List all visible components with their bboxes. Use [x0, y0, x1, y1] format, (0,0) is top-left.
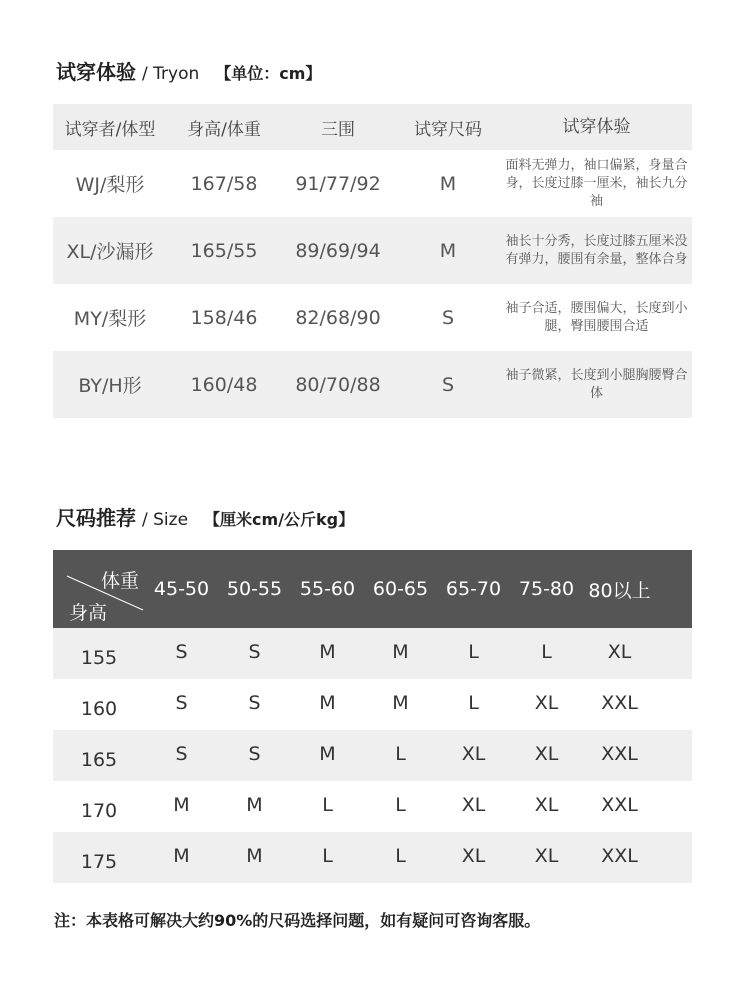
tryon-header-height-weight: 身高/体重	[187, 119, 261, 140]
size-value: S	[175, 742, 188, 765]
size-value: M	[173, 793, 190, 816]
size-unit: 【厘米cm/公斤kg】	[204, 510, 355, 529]
tryon-person: XL/沙漏形	[66, 241, 154, 263]
size-table	[53, 550, 692, 883]
corner-height-label: 身高	[69, 602, 108, 624]
size-value: M	[319, 742, 336, 765]
tryon-measurements: 82/68/90	[295, 306, 381, 329]
size-value: L	[468, 691, 479, 714]
size-value: L	[322, 793, 333, 816]
tryon-height-weight: 160/48	[190, 373, 258, 396]
size-value: L	[468, 640, 479, 663]
height-value: 175	[80, 850, 118, 873]
size-value: XL	[461, 742, 486, 765]
tryon-section-title	[56, 56, 321, 88]
table-row	[53, 628, 692, 679]
size-title-zh: 尺码推荐	[56, 506, 136, 530]
weight-range: 75-80	[518, 578, 575, 600]
tryon-header-size: 试穿尺码	[414, 119, 482, 140]
size-value: L	[322, 844, 333, 867]
height-value: 160	[80, 697, 118, 720]
tryon-measurements: 80/70/88	[295, 373, 381, 396]
weight-range: 45-50	[153, 578, 210, 600]
table-row	[53, 150, 692, 217]
tryon-person: BY/H形	[78, 375, 142, 397]
size-value: L	[541, 640, 552, 663]
table-row	[53, 832, 692, 883]
size-value: S	[248, 742, 261, 765]
size-value: M	[173, 844, 190, 867]
table-row	[53, 781, 692, 832]
tryon-note: 袖长十分秀，长度过膝五厘米没有弹力，腰围有余量，整体合身	[505, 233, 688, 267]
size-value: L	[395, 793, 406, 816]
size-value: XXL	[601, 742, 638, 765]
table-row	[53, 730, 692, 781]
table-row	[53, 284, 692, 351]
tryon-measurements: 91/77/92	[295, 172, 381, 195]
tryon-header-measurements: 三围	[321, 119, 355, 140]
size-title-en: / Size	[142, 510, 189, 530]
size-value: M	[392, 691, 409, 714]
corner-weight-label: 体重	[101, 570, 140, 592]
size-value: L	[395, 742, 406, 765]
tryon-table	[53, 104, 692, 418]
size-section-title	[56, 502, 354, 534]
tryon-size: M	[439, 172, 457, 195]
size-value: M	[319, 640, 336, 663]
size-value: XL	[534, 742, 559, 765]
height-value: 165	[80, 748, 118, 771]
size-value: M	[392, 640, 409, 663]
table-row	[53, 351, 692, 418]
footnote: 注：本表格可解决大约90%的尺码选择问题，如有疑问可咨询客服。	[54, 911, 541, 930]
tryon-note: 面料无弹力，袖口偏紧，身量合身，长度过膝一厘米，袖长九分袖	[505, 157, 688, 209]
tryon-title-zh: 试穿体验	[56, 60, 136, 84]
size-value: S	[175, 691, 188, 714]
size-value: XL	[534, 793, 559, 816]
table-row	[53, 217, 692, 284]
tryon-header-person: 试穿者/体型	[64, 119, 156, 140]
size-value: S	[248, 691, 261, 714]
size-header-row	[53, 550, 692, 628]
size-value: S	[248, 640, 261, 663]
height-value: 155	[80, 646, 118, 669]
size-value: XL	[534, 691, 559, 714]
height-value: 170	[80, 799, 118, 822]
tryon-height-weight: 167/58	[190, 172, 258, 195]
size-value: XXL	[601, 793, 638, 816]
tryon-person: WJ/梨形	[75, 174, 145, 196]
tryon-height-weight: 158/46	[190, 306, 258, 329]
size-value: XL	[534, 844, 559, 867]
size-value: XXL	[601, 691, 638, 714]
tryon-title-en: / Tryon	[142, 64, 200, 84]
size-value: S	[175, 640, 188, 663]
tryon-size: S	[441, 373, 455, 396]
weight-range: 50-55	[226, 578, 283, 600]
tryon-note: 袖子合适，腰围偏大，长度到小腿，臀围腰围合适	[505, 300, 688, 334]
tryon-unit: 【单位：cm】	[215, 64, 322, 83]
corner-cell	[53, 550, 145, 628]
size-value: M	[246, 793, 263, 816]
size-value: XL	[607, 640, 632, 663]
tryon-header-experience: 试穿体验	[562, 117, 631, 137]
size-value: M	[319, 691, 336, 714]
size-value: M	[246, 844, 263, 867]
tryon-person: MY/梨形	[73, 308, 147, 330]
size-value: L	[395, 844, 406, 867]
weight-range: 55-60	[299, 578, 356, 600]
tryon-size: S	[441, 306, 455, 329]
weight-range: 80以上	[588, 579, 651, 602]
size-value: XXL	[601, 844, 638, 867]
size-value: XL	[461, 844, 486, 867]
tryon-height-weight: 165/55	[190, 239, 258, 262]
tryon-measurements: 89/69/94	[295, 239, 381, 262]
tryon-size: M	[439, 239, 457, 262]
tryon-note: 袖子微紧，长度到小腿胸腰臀合体	[505, 367, 688, 401]
table-row	[53, 679, 692, 730]
size-value: XL	[461, 793, 486, 816]
tryon-header-row	[53, 104, 692, 150]
weight-range: 60-65	[372, 578, 429, 600]
weight-range: 65-70	[445, 578, 502, 600]
